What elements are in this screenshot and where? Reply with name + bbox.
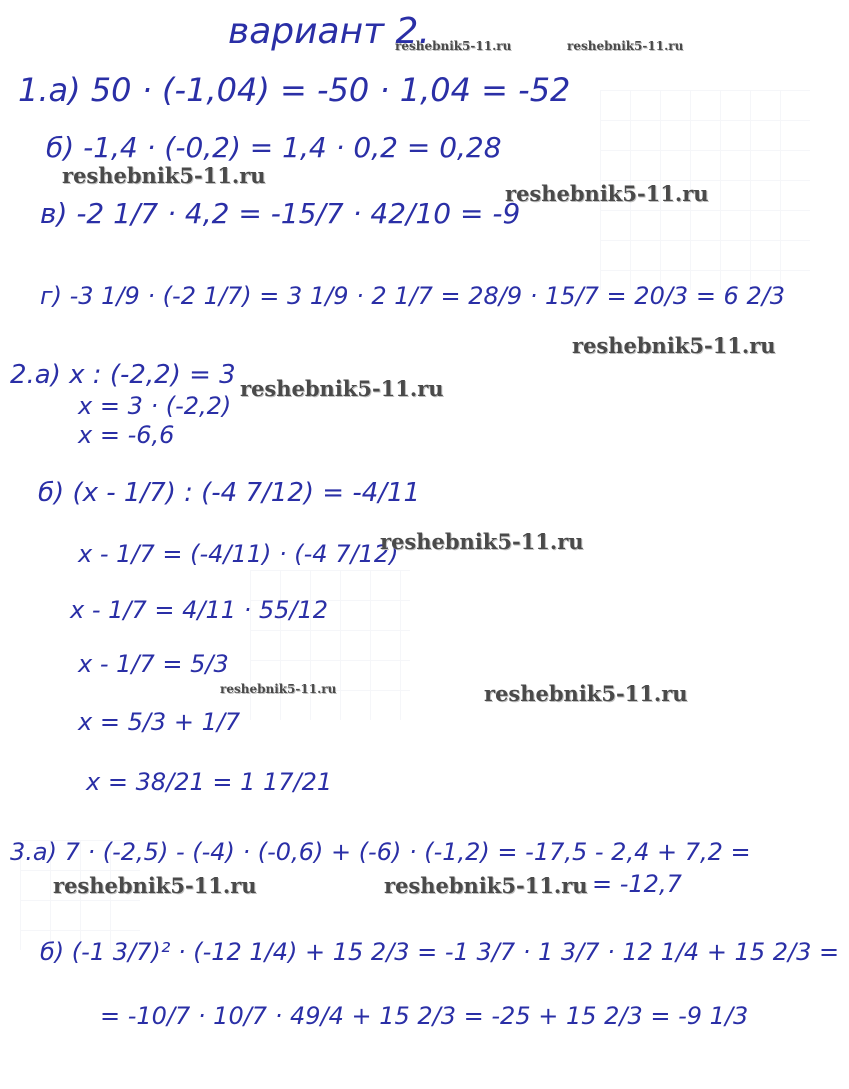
grid-background <box>250 570 410 720</box>
watermark: reshebnik5-11.ru <box>572 333 776 358</box>
watermark: reshebnik5-11.ru <box>484 681 688 706</box>
problem-2b-line2: x - 1/7 = (-4/11) · (-4 7/12) <box>78 540 399 568</box>
problem-3b-line2: = -10/7 · 10/7 · 49/4 + 15 2/3 = -25 + 15 2/3 = -9 1/3 <box>100 1002 749 1030</box>
watermark: reshebnik5-11.ru <box>384 873 588 898</box>
watermark: reshebnik5-11.ru <box>220 682 337 696</box>
problem-3a-line1: 3.а) 7 · (-2,5) - (-4) · (-0,6) + (-6) · (-1,2) = -17,5 - 2,4 + 7,2 = <box>10 838 751 866</box>
problem-2b-line4: x - 1/7 = 5/3 <box>78 650 229 678</box>
problem-2a-line3: x = -6,6 <box>78 421 175 449</box>
page-title: вариант 2. <box>228 11 430 52</box>
problem-2a-line2: x = 3 · (-2,2) <box>78 392 232 420</box>
watermark: reshebnik5-11.ru <box>505 181 709 206</box>
problem-2a-line1: 2.а) x : (-2,2) = 3 <box>10 360 236 390</box>
watermark: reshebnik5-11.ru <box>62 163 266 188</box>
problem-3b-line1: б) (-1 3/7)² · (-12 1/4) + 15 2/3 = -1 3/7 · 1 3/7 · 12 1/4 + 15 2/3 = <box>40 938 840 966</box>
problem-2b-line6: x = 38/21 = 1 17/21 <box>86 768 333 796</box>
problem-2b-line3: x - 1/7 = 4/11 · 55/12 <box>70 596 329 624</box>
problem-2b-line5: x = 5/3 + 1/7 <box>78 708 241 736</box>
problem-1v: в) -2 1/7 · 4,2 = -15/7 · 42/10 = -9 <box>40 197 521 230</box>
watermark: reshebnik5-11.ru <box>567 39 684 53</box>
watermark: reshebnik5-11.ru <box>380 529 584 554</box>
problem-2b-line1: б) (x - 1/7) : (-4 7/12) = -4/11 <box>38 478 421 508</box>
problem-1a: 1.а) 50 · (-1,04) = -50 · 1,04 = -52 <box>18 71 571 109</box>
problem-1g: г) -3 1/9 · (-2 1/7) = 3 1/9 · 2 1/7 = 28/9 · 15/7 = 20/3 = 6 2/3 <box>40 282 786 310</box>
watermark: reshebnik5-11.ru <box>395 39 512 53</box>
watermark: reshebnik5-11.ru <box>240 376 444 401</box>
problem-3a-line2: = -12,7 <box>592 870 682 898</box>
problem-1b: б) -1,4 · (-0,2) = 1,4 · 0,2 = 0,28 <box>46 131 502 164</box>
watermark: reshebnik5-11.ru <box>53 873 257 898</box>
